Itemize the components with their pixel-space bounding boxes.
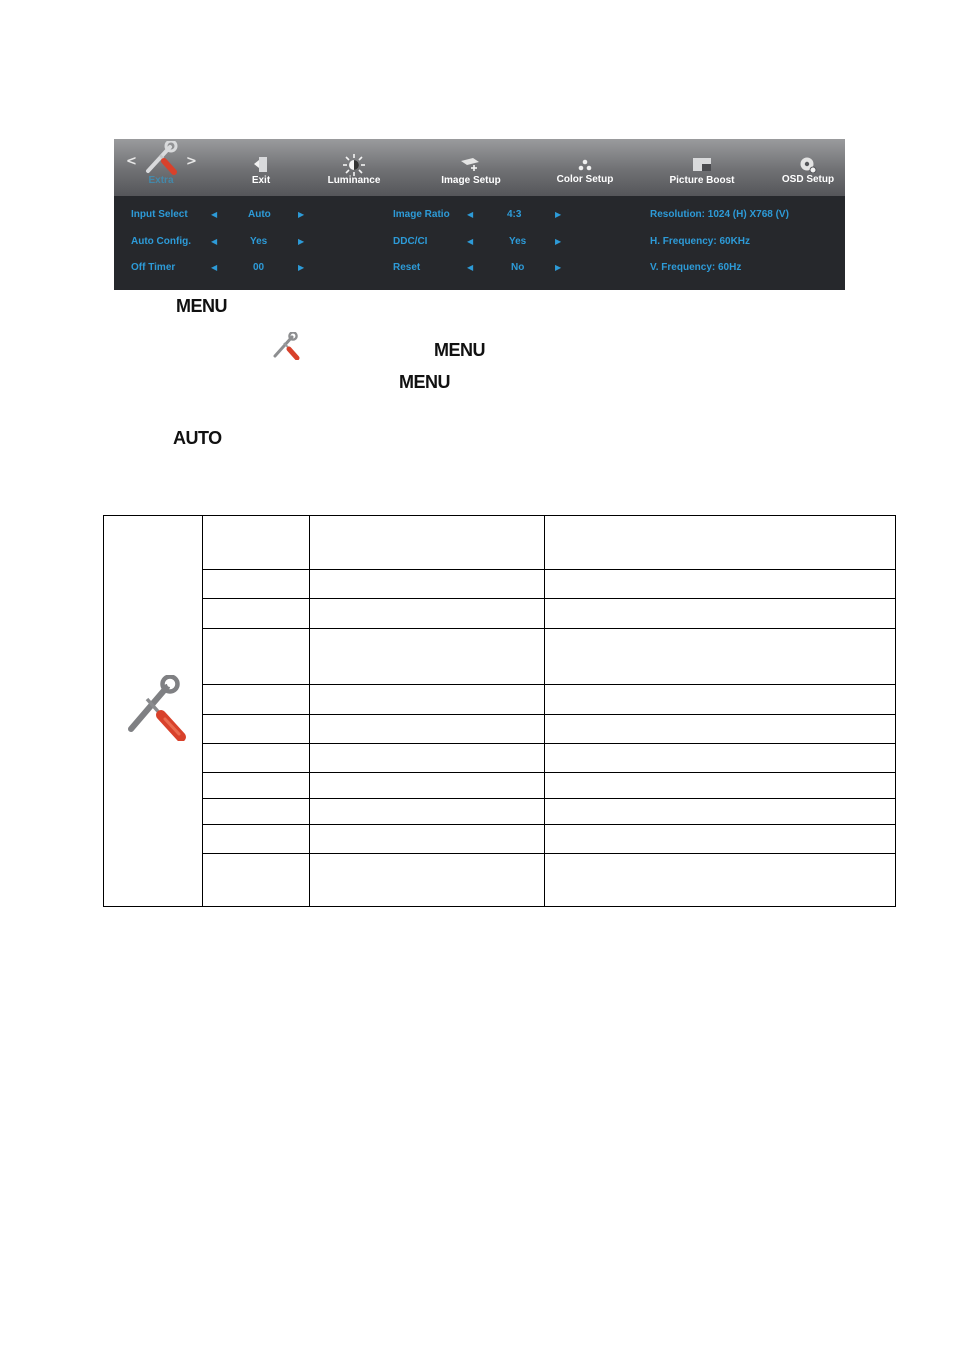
osd-off-timer-value: 00	[253, 262, 265, 273]
osd-off-timer-label: Off Timer	[131, 262, 176, 273]
tools-icon	[121, 675, 187, 741]
osd-tab-bar	[114, 139, 845, 196]
osd-image-ratio-label: Image Ratio	[393, 209, 450, 220]
osd-decrease-icon[interactable]: ◀	[467, 237, 474, 246]
osd-decrease-icon[interactable]: ◀	[467, 210, 474, 219]
osd-decrease-icon[interactable]: ◀	[211, 263, 218, 272]
osd-tab-label: Image Setup	[441, 175, 501, 186]
osd-tab-color-setup[interactable]	[550, 139, 620, 196]
osd-menu-screenshot	[114, 139, 845, 290]
osd-prev-arrow[interactable]: <	[126, 154, 137, 169]
osd-image-ratio-value: 4:3	[507, 209, 522, 220]
osd-tab-label: Exit	[251, 175, 271, 186]
extra-settings-table	[103, 515, 896, 907]
osd-reset-label: Reset	[393, 262, 421, 273]
osd-input-select-value: Auto	[248, 209, 271, 220]
osd-next-arrow[interactable]: >	[186, 154, 197, 169]
osd-decrease-icon[interactable]: ◀	[211, 210, 218, 219]
osd-increase-icon[interactable]: ▶	[298, 210, 305, 219]
osd-ddcci-label: DDC/CI	[393, 236, 428, 247]
menu-key-label: MENU	[176, 296, 227, 316]
osd-increase-icon[interactable]: ▶	[555, 263, 562, 272]
osd-v-frequency-info: V. Frequency: 60Hz	[650, 262, 742, 273]
osd-ddcci-value: Yes	[509, 236, 527, 247]
osd-auto-config-label: Auto Config.	[131, 236, 191, 247]
tools-icon	[270, 332, 302, 360]
osd-resolution-info: Resolution: 1024 (H) X768 (V)	[650, 209, 789, 220]
osd-tab-extra[interactable]	[136, 139, 186, 196]
menu-key-label: MENU	[399, 372, 450, 392]
osd-decrease-icon[interactable]: ◀	[467, 263, 474, 272]
osd-increase-icon[interactable]: ▶	[298, 263, 305, 272]
osd-tab-image-setup[interactable]	[436, 139, 506, 196]
tools-icon	[142, 141, 180, 177]
osd-tab-label: Picture Boost	[669, 175, 735, 186]
osd-auto-config-value: Yes	[250, 236, 268, 247]
osd-decrease-icon[interactable]: ◀	[211, 237, 218, 246]
exit-icon	[254, 157, 268, 173]
osd-tab-label: Luminance	[327, 175, 381, 186]
osd-increase-icon[interactable]: ▶	[298, 237, 305, 246]
osd-input-select-label: Input Select	[131, 209, 188, 220]
menu-key-label: MENU	[434, 340, 485, 360]
sun-icon	[343, 154, 365, 176]
color-dots-icon	[578, 159, 592, 171]
osd-increase-icon[interactable]: ▶	[555, 237, 562, 246]
osd-reset-value: No	[511, 262, 525, 273]
osd-tab-label: OSD Setup	[781, 174, 835, 185]
osd-increase-icon[interactable]: ▶	[555, 210, 562, 219]
osd-tab-label: Color Setup	[556, 174, 614, 185]
image-setup-icon	[461, 158, 481, 172]
osd-tab-exit[interactable]	[236, 139, 286, 196]
osd-setup-icon	[799, 157, 817, 173]
osd-tab-label: Extra	[148, 175, 174, 186]
auto-key-label: AUTO	[173, 428, 222, 448]
osd-tab-luminance[interactable]	[319, 139, 389, 196]
osd-tab-picture-boost[interactable]	[662, 139, 742, 196]
picture-boost-icon	[693, 158, 711, 171]
osd-h-frequency-info: H. Frequency: 60KHz	[650, 236, 751, 247]
osd-tab-osd-setup[interactable]	[776, 139, 840, 196]
